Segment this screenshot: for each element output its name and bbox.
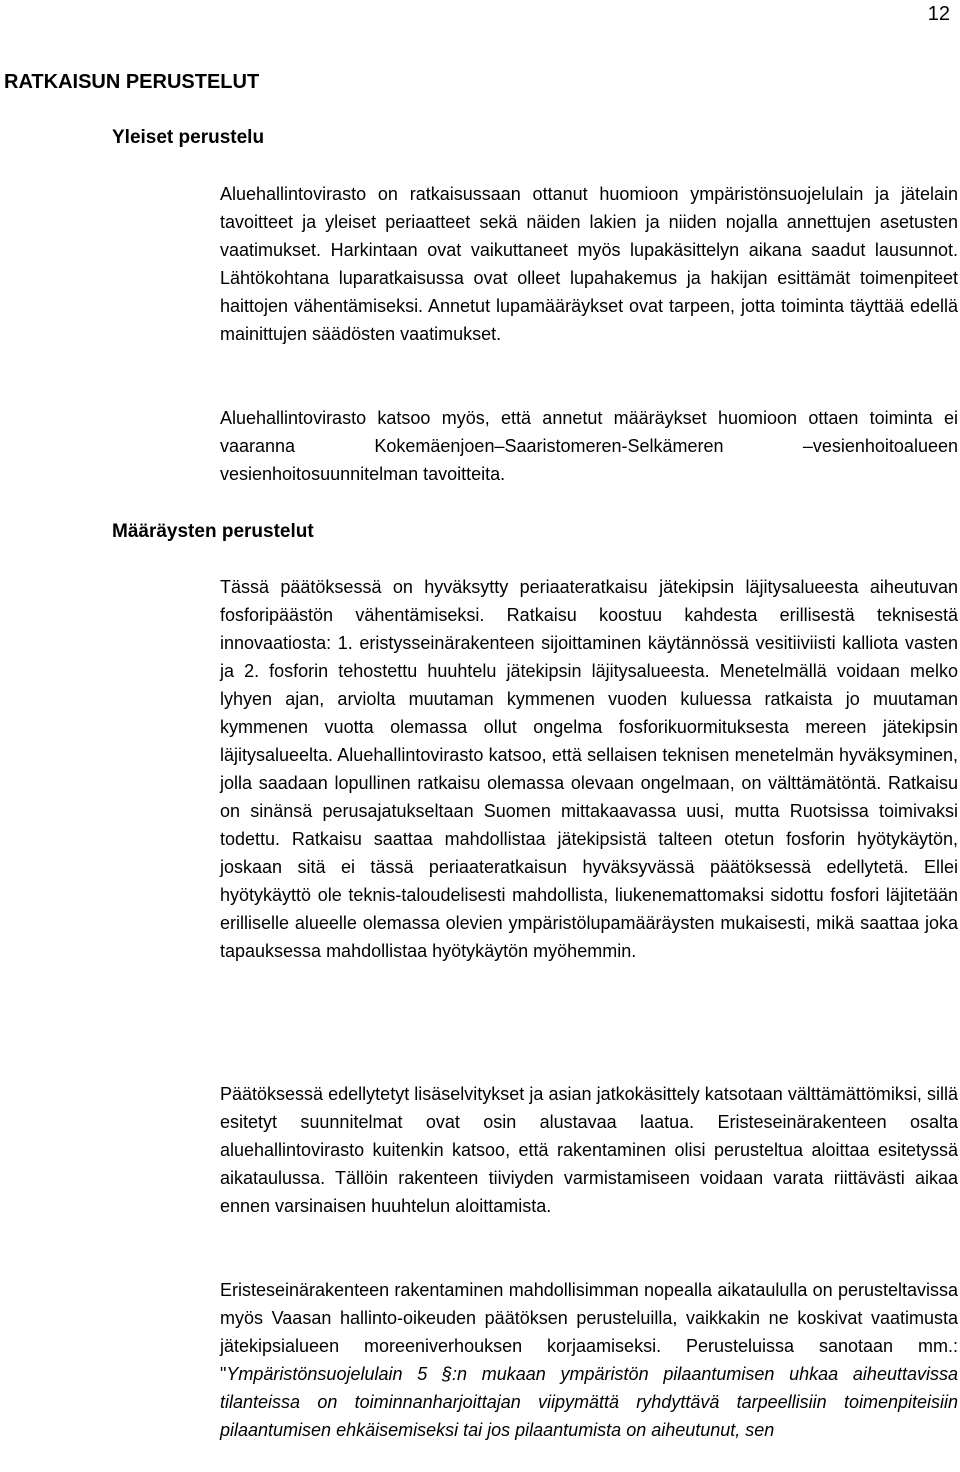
page-title: RATKAISUN PERUSTELUT <box>4 71 260 93</box>
paragraph-regulations-2: Päätöksessä edellytetyt lisäselvitykset ja asian jatkokäsittely katsotaan välttämättömiksi, sillä esitetyt suunnitelmat ovat osin alustavaa laatua. Eristeseinärakenteen osalta aluehallintovirasto kuitenkin katsoo, että rakentaminen olisi perusteltua aloittaa esitetyssä aikataulussa. Tällöin rakenteen tiiviyden varmistamiseen voidaan varata riittävästi aikaa ennen varsinaisen huuhtelun aloittamista. <box>220 1084 958 1216</box>
section-heading-regulations: Määräysten perustelut <box>112 521 314 542</box>
section-heading-general: Yleiset perustelu <box>112 127 265 148</box>
page-number: 12 <box>927 3 950 25</box>
legal-quote: Ympäristönsuojelulain 5 §:n mukaan ympäristön pilaantumisen uhkaa aiheuttavissa tilanteissa on toiminnanharjoittajan viipymättä ryhdyttävä tarpeellisiin toimenpiteisiin pilaantumisen ehkäisemiseksi tai jos pilaantumista on aiheutunut, sen <box>220 1364 958 1440</box>
paragraph-regulations-1: Tässä päätöksessä on hyväksytty periaateratkaisu jätekipsin läjitysalueesta aiheutuvan fosforipäästön vähentämiseksi. Ratkaisu koostuu kahdesta erillisestä teknisestä innovaatiosta: 1. eristysseinärakenteen sijoittaminen käytännössä vesitiiviisti kalliota vasten ja 2. fosforin tehostettu huuhtelu jätekipsin läjitysalueesta. Menetelmällä voidaan melko lyhyen ajan, arviolta muutaman kymmenen vuoden kuluessa ratkaista jo muutaman kymmenen vuotta olemassa ollut ongelma fosforikuormituksesta mereen jätekipsin läjitysalueelta. Aluehallintovirasto katsoo, että sellaisen teknisen menetelmän hyväksyminen, jolla saadaan lopullinen ratkaisu olemassa olevaan ongelmaan, on välttämätöntä. Ratkaisu on sinänsä perusajatukseltaan Suomen mittakaavassa uusi, mutta Ruotsissa toimivaksi todettu. Ratkaisu saattaa mahdollistaa jätekipsistä talteen otetun fosforin hyötykäytön, joskaan sitä ei tässä periaateratkaisun hyväksyvässä päätöksessä edellytetä. Ellei hyötykäyttö ole teknis-taloudelisesti mahdollista, liukenemattomaksi sidottu fosfori läjitetään erilliselle alueelle olemassa olevien ympäristölupamääräysten mukaisesti, mikä saattaa joka tapauksessa mahdollistaa hyötykäytön myöhemmin. <box>220 577 958 961</box>
paragraph-general-1: Aluehallintovirasto on ratkaisussaan ottanut huomioon ympäristönsuojelulain ja jätelain tavoitteet ja yleiset periaatteet sekä näiden lakien ja niiden nojalla annettujen asetusten vaatimukset. Harkintaan ovat vaikuttaneet myös lupakäsittelyn aikana saadut lausunnot. Lähtökohtana luparatkaisussa ovat olleet lupahakemus ja hakijan esittämät toimenpiteet haittojen vähentämiseksi. Annetut lupamääräykset ovat tarpeen, jotta toiminta täyttää edellä mainittujen säädösten vaatimukset. <box>220 184 958 344</box>
paragraph-regulations-3 <box>220 1276 958 1444</box>
paragraph-general-2: Aluehallintovirasto katsoo myös, että annetut määräykset huomioon ottaen toiminta ei vaaranna Kokemäenjoen–Saaristomeren-Selkämeren –vesienhoitoalueen vesienhoitosuunnitelman tavoitteita. <box>220 408 958 484</box>
paragraph-regulations-3-text: Eristeseinärakenteen rakentaminen mahdollisimman nopealla aikataululla on perusteltavissa myös Vaasan hallinto-oikeuden päätöksen perusteluilla, vaikkakin ne koskivat vaatimusta jätekipsialueen moreeniverhouksen korjaamiseksi. Perusteluissa sanotaan mm.: " <box>220 1280 958 1384</box>
